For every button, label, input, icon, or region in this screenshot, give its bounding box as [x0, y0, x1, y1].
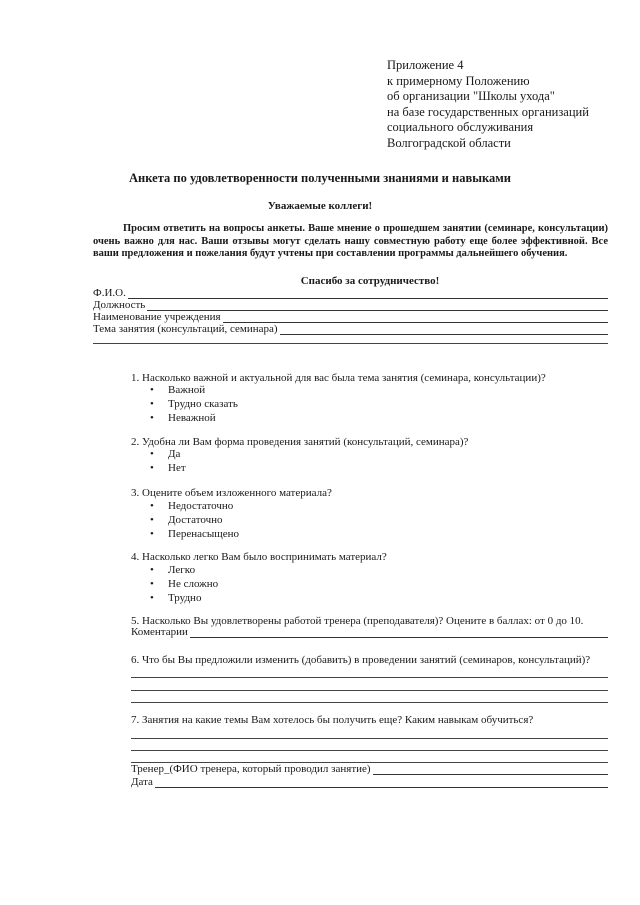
question-2: 2. Удобна ли Вам форма проведения занятий (консультаций, семинара)?	[131, 436, 469, 448]
option-label: Недостаточно	[168, 500, 234, 512]
annex-line: об организации "Школы ухода"	[387, 89, 555, 104]
trainer-line[interactable]	[373, 764, 608, 775]
bullet-icon: •	[150, 448, 154, 460]
option-sufficient[interactable]	[150, 514, 223, 526]
question-1: 1. Насколько важной и актуальной для вас была тема занятия (семинара, консультации)?	[131, 372, 546, 384]
bullet-icon: •	[150, 384, 154, 396]
annex-line: социального обслуживания	[387, 120, 534, 135]
institution-label: Наименование учреждения	[93, 311, 221, 323]
option-easy[interactable]	[150, 564, 195, 576]
intro-paragraph: Просим ответить на вопросы анкеты. Ваше мнение о прошедшем занятии (семинаре, консультации) очень важно для нас. Ваши отзывы могут сделать нашу совместную работу еще более эффективной. Все ваши предложения и пожелания будут учтены при составлении программы дальнейшего обучения.	[93, 223, 608, 260]
bullet-icon: •	[150, 514, 154, 526]
bullet-icon: •	[150, 564, 154, 576]
trainer-field[interactable]	[131, 762, 608, 775]
annex-line: Приложение 4	[387, 58, 464, 72]
option-yes[interactable]	[150, 448, 180, 460]
date-field[interactable]	[131, 775, 608, 788]
question-3: 3. Оцените объем изложенного материала?	[131, 487, 332, 499]
annex-line: на базе государственных организаций	[387, 104, 589, 119]
annex-header	[387, 58, 589, 152]
option-label: Трудно сказать	[168, 398, 238, 410]
option-label: Перенасыщено	[168, 528, 239, 540]
question-5: 5. Насколько Вы удовлетворены работой тренера (преподавателя)? Оцените в баллах: от 0 до 10.	[131, 615, 584, 627]
option-label: Нет	[168, 462, 186, 474]
option-label: Легко	[168, 564, 196, 576]
comment-label: Коментарии	[131, 626, 188, 638]
option-label: Достаточно	[168, 514, 223, 526]
option-hard[interactable]	[150, 592, 201, 604]
topic-line[interactable]	[280, 324, 608, 335]
topic-label: Тема занятия (консультаций, семинара)	[93, 323, 278, 335]
option-label: Важной	[168, 384, 206, 396]
fio-label: Ф.И.О.	[93, 287, 126, 299]
answer-6-line-2[interactable]	[131, 690, 608, 691]
thanks-line: Спасибо за сотрудничество!	[300, 275, 440, 287]
option-hard-to-say[interactable]	[150, 398, 238, 410]
bullet-icon: •	[150, 412, 154, 424]
topic-extra-line[interactable]	[93, 343, 608, 344]
answer-7-line-2[interactable]	[131, 750, 608, 751]
position-label: Должность	[93, 299, 146, 311]
bullet-icon: •	[150, 398, 154, 410]
bullet-icon: •	[150, 578, 154, 590]
answer-6-line-3[interactable]	[131, 702, 608, 703]
trainer-label: Тренер_(ФИО тренера, который проводил занятие)	[131, 763, 371, 775]
question-6: 6. Что бы Вы предложили изменить (добавить) в проведении занятий (семинаров, консультаций)?	[131, 654, 591, 666]
option-important[interactable]	[150, 384, 205, 396]
option-not-important[interactable]	[150, 412, 216, 424]
topic-field[interactable]	[93, 322, 608, 335]
option-label: Да	[168, 448, 181, 460]
option-no[interactable]	[150, 462, 186, 474]
option-label: Не сложно	[168, 578, 219, 590]
page-title: Анкета по удовлетворенности полученными знаниями и навыками	[129, 171, 511, 185]
option-insufficient[interactable]	[150, 500, 233, 512]
comment-field[interactable]	[131, 625, 608, 638]
option-not-hard[interactable]	[150, 578, 218, 590]
bullet-icon: •	[150, 500, 154, 512]
date-label: Дата	[131, 776, 153, 788]
annex-line: к примерному Положению	[387, 73, 530, 88]
bullet-icon: •	[150, 462, 154, 474]
greeting: Уважаемые коллеги!	[267, 200, 373, 212]
comment-line[interactable]	[190, 627, 608, 638]
annex-line: Волгоградской области	[387, 135, 511, 150]
bullet-icon: •	[150, 528, 154, 540]
option-oversaturated[interactable]	[150, 528, 239, 540]
date-line[interactable]	[155, 777, 608, 788]
question-7: 7. Занятия на какие темы Вам хотелось бы получить еще? Каким навыкам обучиться?	[131, 714, 534, 726]
answer-6-line-1[interactable]	[131, 677, 608, 678]
option-label: Неважной	[168, 412, 216, 424]
answer-7-line-1[interactable]	[131, 738, 608, 739]
option-label: Трудно	[168, 592, 202, 604]
question-4: 4. Насколько легко Вам было воспринимать материал?	[131, 551, 387, 563]
bullet-icon: •	[150, 592, 154, 604]
